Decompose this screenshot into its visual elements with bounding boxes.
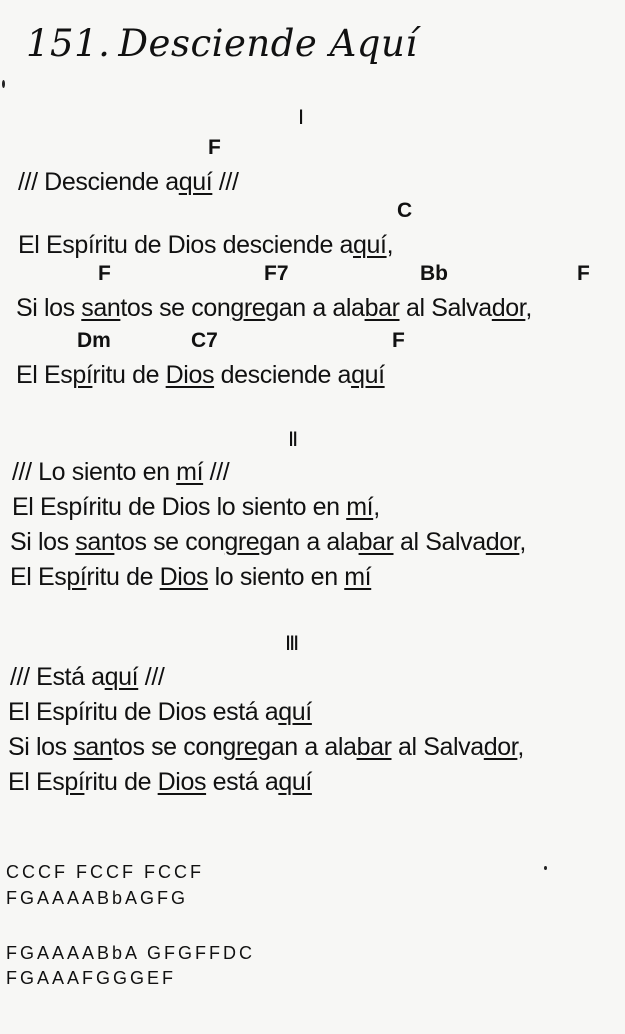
verse-2-line-3: Si los santos se congregan a alabar al Salvador,: [10, 528, 526, 556]
verse-1-line-1: /// Desciende aquí ///: [18, 168, 239, 196]
chord: F: [577, 262, 590, 285]
verse-1-line-4: El Espíritu de Dios desciende aquí: [16, 361, 385, 389]
verse-1-line-3: Si los santos se congregan a alabar al Salvador,: [16, 294, 532, 322]
chord: F: [98, 262, 111, 285]
chord: C7: [191, 329, 218, 352]
chord: F: [392, 329, 405, 352]
verse-2-line-4: El Espíritu de Dios lo siento en mí: [10, 563, 372, 591]
melody-notes-line-4: FGAAAFGGGEF: [6, 968, 177, 988]
verse-3-line-4: El Espíritu de Dios está aquí: [8, 768, 312, 796]
verse-1-line-2: El Espíritu de Dios desciende aquí,: [18, 231, 394, 259]
song-title-text: Desciende Aquí: [118, 22, 418, 65]
song-title: [26, 22, 418, 65]
melody-notes-line-3: FGAAAABbA GFGFFDC: [6, 943, 256, 963]
chord: F7: [264, 262, 289, 285]
chord: Dm: [77, 329, 111, 352]
verse-3-line-3: Si los santos se congregan a alabar al Salvador,: [8, 733, 524, 761]
verse-2-line-2: El Espíritu de Dios lo siento en mí,: [12, 493, 380, 521]
chord: F: [208, 136, 221, 159]
verse-2-numeral: II: [289, 428, 298, 451]
melody-notes-line-2: FGAAAABbAGFG: [6, 888, 189, 908]
scan-speck: [2, 80, 5, 88]
verse-3-line-2: El Espíritu de Dios está aquí: [8, 698, 312, 726]
verse-3-line-1: /// Está aquí ///: [10, 663, 165, 691]
melody-notes-line-1: CCCF FCCF FCCF: [6, 862, 204, 882]
verse-1-numeral: I: [299, 106, 304, 129]
chord: Bb: [420, 262, 448, 285]
scan-speck: [544, 866, 547, 870]
chord: C: [397, 199, 413, 222]
verse-3-numeral: III: [286, 632, 299, 655]
song-number: 151.: [26, 22, 111, 65]
verse-2-line-1: /// Lo siento en mí ///: [12, 458, 230, 486]
